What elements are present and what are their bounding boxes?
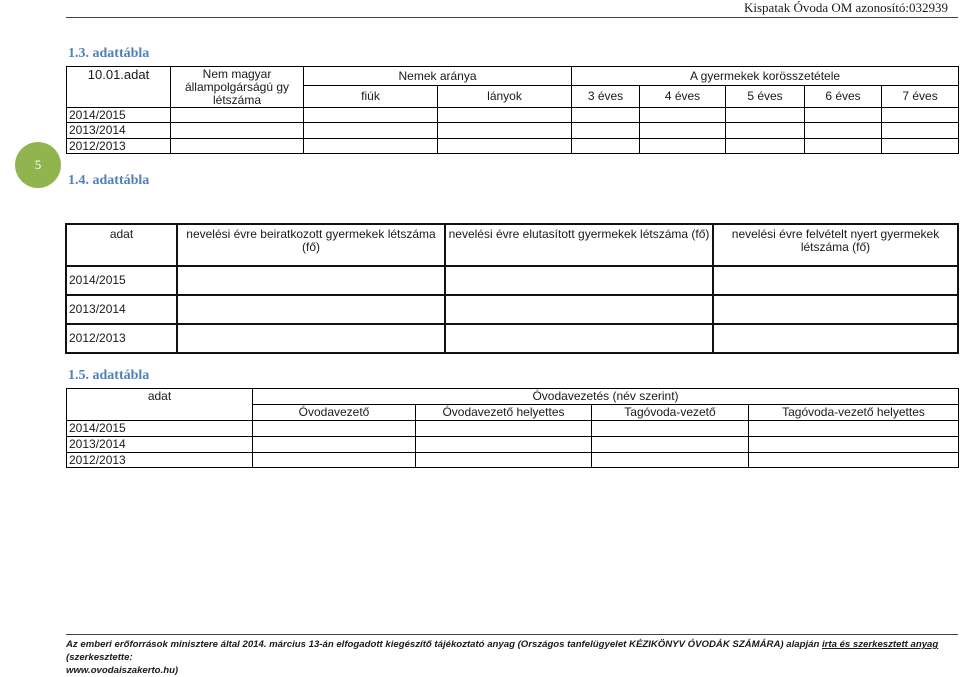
row-label: 2014/2015 <box>67 108 171 123</box>
page-header: Kispatak Óvoda OM azonosító:032939 <box>743 0 948 15</box>
header-age-composition: A gyermekek korösszetétele <box>572 67 959 86</box>
table-row <box>67 139 959 154</box>
header-management: Óvodavezetés (név szerint) <box>253 389 959 405</box>
subheader-age-5: 5 éves <box>726 86 805 108</box>
row-label: 2013/2014 <box>67 437 253 453</box>
row-label: 2013/2014 <box>66 295 177 324</box>
row-label: 2013/2014 <box>67 123 171 139</box>
header-enrolled: nevelési évre beiratkozott gyermekek létszáma (fő) <box>177 224 445 266</box>
subheader-deputy-director: Óvodavezető helyettes <box>416 405 592 421</box>
footer-text-editor: (szerkesztette: <box>66 652 133 663</box>
table-row <box>66 295 958 324</box>
table-row <box>67 123 959 139</box>
header-adat: adat <box>66 224 177 266</box>
table-row <box>66 324 958 353</box>
table-row <box>67 453 959 468</box>
header-nonhungarian: Nem magyar állampolgárságú gy létszáma <box>171 67 304 108</box>
subheader-age-7: 7 éves <box>882 86 959 108</box>
table-row <box>66 266 958 295</box>
subheader-girls: lányok <box>438 86 572 108</box>
table-row <box>67 421 959 437</box>
page-footer <box>66 638 958 677</box>
table-row <box>67 108 959 123</box>
footer-underlined-text: irta és szerkesztett anyag <box>821 639 939 650</box>
header-rule <box>66 17 958 18</box>
footer-website: www.ovodaiszakerto.hu) <box>66 665 179 676</box>
table-1-5 <box>66 388 959 468</box>
page-number-badge: 5 <box>15 142 61 188</box>
subheader-age-4: 4 éves <box>640 86 726 108</box>
row-label: 2012/2013 <box>67 139 171 154</box>
section-title-1-3: 1.3. adattábla <box>68 46 150 61</box>
section-title-1-4: 1.4. adattábla <box>68 173 150 188</box>
header-gender-ratio: Nemek aránya <box>304 67 572 86</box>
subheader-boys: fiúk <box>304 86 438 108</box>
subheader-branch-deputy: Tagóvoda-vezető helyettes <box>749 405 959 421</box>
table-row <box>67 437 959 453</box>
section-title-1-5: 1.5. adattábla <box>68 368 150 383</box>
footer-text: Az emberi erőforrások minisztere által 2014. március 13-án elfogadott kiegészítő tájékoztató anyag (Országos tanfelügyelet KÉZIKÖNYV ÓVODÁK SZÁMÁRA) alapján <box>66 639 820 650</box>
subheader-age-6: 6 éves <box>805 86 882 108</box>
table-1-4 <box>65 223 959 354</box>
row-label: 2012/2013 <box>66 324 177 353</box>
subheader-age-3: 3 éves <box>572 86 640 108</box>
footer-rule <box>66 634 958 635</box>
table-corner-label: adat <box>67 389 253 421</box>
table-corner-label: 10.01.adat <box>67 67 171 108</box>
subheader-branch-director: Tagóvoda-vezető <box>592 405 749 421</box>
subheader-director: Óvodavezető <box>253 405 416 421</box>
row-label: 2014/2015 <box>66 266 177 295</box>
header-admitted: nevelési évre felvételt nyert gyermekek létszáma (fő) <box>713 224 958 266</box>
header-rejected: nevelési évre elutasított gyermekek létszáma (fő) <box>445 224 713 266</box>
table-1-3 <box>66 66 959 154</box>
row-label: 2014/2015 <box>67 421 253 437</box>
row-label: 2012/2013 <box>67 453 253 468</box>
